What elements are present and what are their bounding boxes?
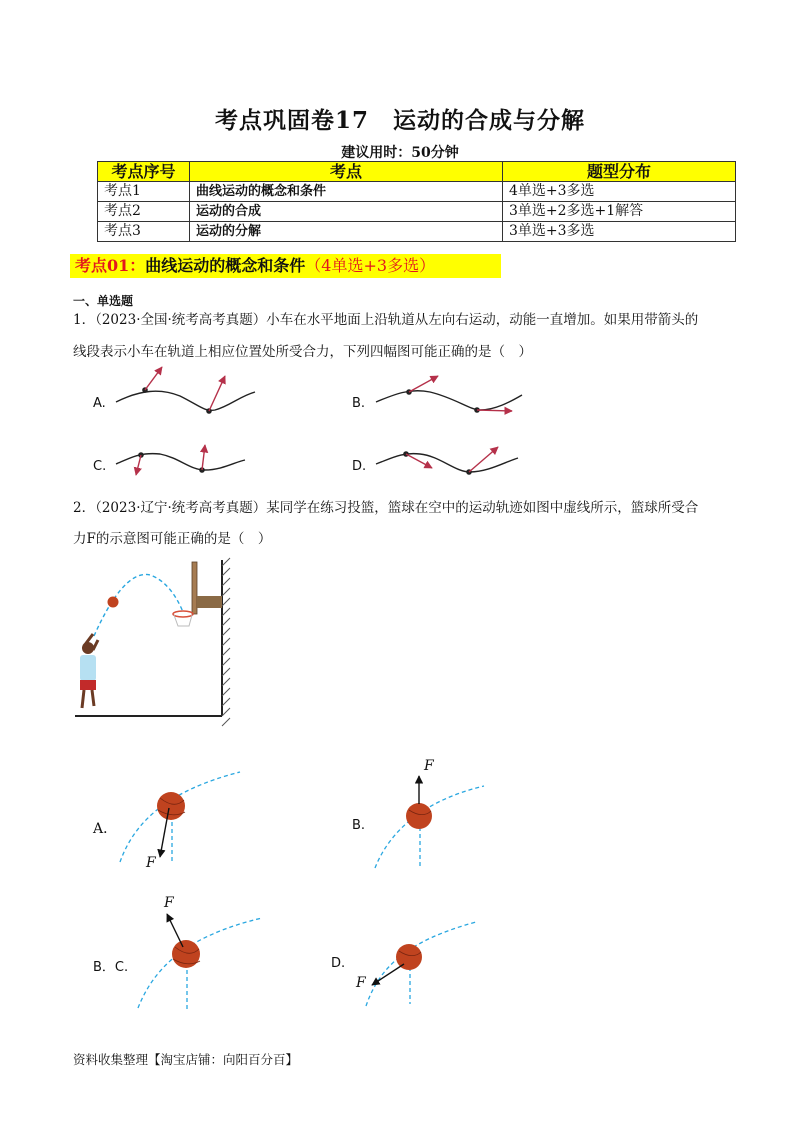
table-cell: 考点3 bbox=[98, 222, 190, 242]
q2-option-b-figure bbox=[375, 776, 484, 868]
table-cell: 曲线运动的概念和条件 bbox=[190, 182, 503, 202]
table-cell: 4单选+3多选 bbox=[503, 182, 736, 202]
q2-option-c-figure bbox=[138, 914, 262, 1010]
q1-option-b-label: B. bbox=[352, 396, 366, 411]
section-code: 考点01： bbox=[75, 256, 146, 275]
footer-note: 资料收集整理【淘宝店铺：向阳百分百】 bbox=[73, 1052, 299, 1067]
table-cell: 运动的分解 bbox=[190, 222, 503, 242]
q2-text-line1: 2．（2023·辽宁·统考高考真题）某同学在练习投篮，篮球在空中的运动轨迹如图中虚线所示，篮球所受合 bbox=[73, 500, 699, 516]
table-header: 考点序号 bbox=[98, 162, 190, 182]
q1-option-c-label: C. bbox=[93, 459, 107, 474]
page-title: 考点巩固卷17 运动的合成与分解 bbox=[214, 107, 585, 134]
suggested-time: 建议用时：50分钟 bbox=[341, 145, 459, 161]
q1-option-a-label: A. bbox=[93, 396, 106, 411]
q2-option-b-label: B. bbox=[352, 818, 366, 833]
section-name: 曲线运动的概念和条件 bbox=[145, 256, 306, 275]
table-cell: 考点2 bbox=[98, 202, 190, 222]
section-count: （4单选+3多选） bbox=[305, 256, 436, 275]
q2-option-d-figure bbox=[366, 922, 476, 1006]
q1-text-line1: 1．（2023·全国·统考高考真题）小车在水平地面上沿轨道从左向右运动，动能一直增加。如果用带箭头的 bbox=[73, 312, 699, 328]
table-cell: 3单选+3多选 bbox=[503, 222, 736, 242]
q1-text-line2: 线段表示小车在轨道上相应位置处所受合力，下列四幅图可能正确的是（ ） bbox=[73, 344, 532, 360]
force-label-d: F bbox=[356, 975, 366, 991]
q2-option-c-label: B．C. bbox=[93, 960, 129, 975]
table-cell: 3单选+2多选+1解答 bbox=[503, 202, 736, 222]
q2-option-d-label: D. bbox=[331, 956, 346, 971]
table-cell: 考点1 bbox=[98, 182, 190, 202]
part-heading: 一、单选题 bbox=[73, 294, 134, 308]
q1-option-d-label: D. bbox=[352, 459, 367, 474]
force-label-a: F bbox=[146, 855, 156, 871]
force-label-c: F bbox=[164, 895, 174, 911]
force-label-b: F bbox=[424, 758, 434, 774]
q2-option-a-label: A． bbox=[93, 821, 118, 837]
q2-option-a-figure bbox=[120, 772, 240, 862]
table-header: 题型分布 bbox=[503, 162, 736, 182]
q2-text-line2: 力F的示意图可能正确的是（ ） bbox=[73, 531, 272, 547]
table-header: 考点 bbox=[190, 162, 503, 182]
table-cell: 运动的合成 bbox=[190, 202, 503, 222]
